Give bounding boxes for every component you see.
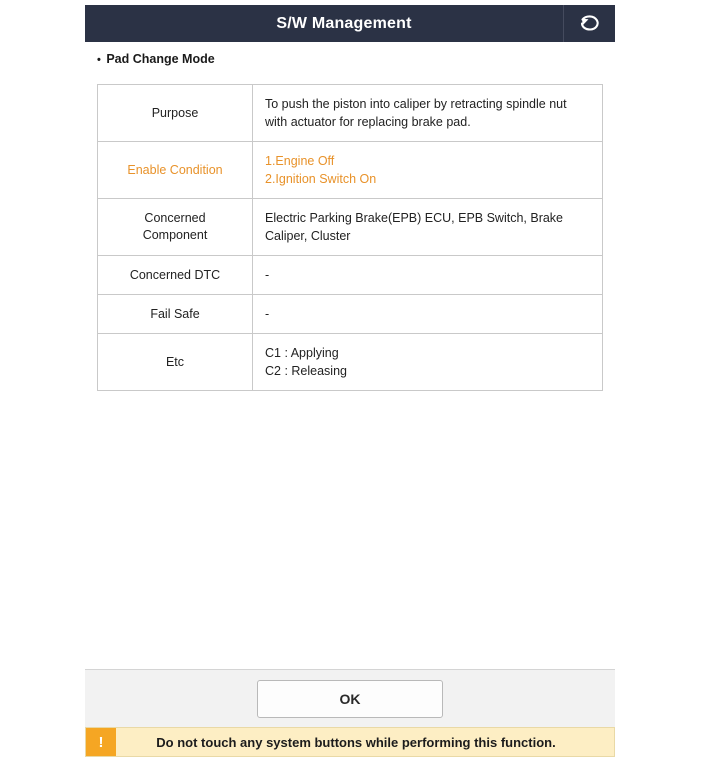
title-bar (85, 5, 615, 42)
value-line: To push the piston into caliper by retracting spindle nut (265, 97, 567, 111)
row-label-concerned-dtc: Concerned DTC (98, 256, 253, 295)
table-row (98, 142, 603, 199)
value-line: C2 : Releasing (265, 364, 347, 378)
row-value-etc (253, 334, 603, 391)
table-row (98, 85, 603, 142)
label-line: Concerned (144, 211, 206, 225)
row-value-concerned-dtc: - (253, 256, 603, 295)
back-button[interactable] (563, 5, 615, 42)
table-row (98, 256, 603, 295)
warning-bar (85, 727, 615, 757)
row-label-concerned-component (98, 199, 253, 256)
back-arrow-icon (578, 13, 602, 35)
bullet-icon: • (97, 54, 101, 66)
row-label-purpose: Purpose (98, 85, 253, 142)
value-line: with actuator for replacing brake pad. (265, 115, 471, 129)
row-value-fail-safe: - (253, 295, 603, 334)
section-heading (97, 52, 215, 66)
ok-button[interactable]: OK (257, 680, 443, 718)
mode-info-table (97, 84, 603, 391)
warning-message: Do not touch any system buttons while performing this function. (156, 734, 556, 750)
footer-panel (85, 669, 615, 727)
row-label-fail-safe: Fail Safe (98, 295, 253, 334)
label-line: Component (142, 228, 208, 242)
value-line: Caliper, Cluster (265, 229, 351, 243)
section-heading-label: Pad Change Mode (106, 52, 215, 66)
value-line: 2.Ignition Switch On (265, 172, 377, 186)
row-label-enable-condition: Enable Condition (98, 142, 253, 199)
page-title: S/W Management (276, 14, 412, 32)
exclamation-icon: ! (86, 728, 116, 756)
row-value-enable-condition (253, 142, 603, 199)
value-line: 1.Engine Off (265, 154, 335, 168)
row-value-concerned-component (253, 199, 603, 256)
table-row (98, 199, 603, 256)
value-line: Electric Parking Brake(EPB) ECU, EPB Switch, Brake (265, 211, 564, 225)
table-row (98, 334, 603, 391)
table-row (98, 295, 603, 334)
row-value-purpose (253, 85, 603, 142)
value-line: C1 : Applying (265, 346, 339, 360)
row-label-etc: Etc (98, 334, 253, 391)
